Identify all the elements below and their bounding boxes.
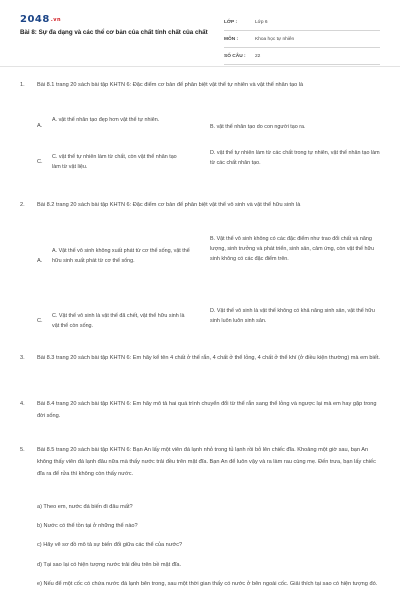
question-number: 1. <box>20 82 25 88</box>
logo-main: 2048 <box>20 14 50 25</box>
header-divider <box>0 66 400 67</box>
sub-question-d: d) Tại sao lại có hiện tượng nước trải đều trên bề mặt đĩa. <box>37 562 182 568</box>
meta-row-subject <box>224 31 380 48</box>
option-text: B. vật thể nhân tạo do con người tạo ra. <box>210 124 306 130</box>
question-number: 5. <box>20 447 25 453</box>
sub-question-e: e) Nếu để một cốc có chứa nước đá lạnh bên trong, sau một thời gian thấy có nước ở bên ngoài cốc. Giải thích tại sao có hiện tượng đó. <box>37 581 378 587</box>
sub-question-a: a) Theo em, nước đá biến đi đâu mất? <box>37 504 133 510</box>
option-text: C. Vật thể vô sinh là vật thể đã chết, vật thể hữu sinh là vật thể còn sống. <box>52 313 185 329</box>
question-text: Bài 8.4 trang 20 sách bài tập KHTN 6: Em hãy mô tả hai quá trình chuyển đổi từ thể rắn sang thể lỏng và ngược lại mà em hay gặp trong đời sống. <box>37 401 377 419</box>
option-text: C. vật thể tự nhiên làm từ chất, còn vật thể nhân tạo làm từ vật liệu. <box>52 154 177 170</box>
logo-suffix: .vn <box>50 17 62 23</box>
option-text: B. Vật thể vô sinh không có các đặc điểm như trao đổi chất và năng lượng, sinh trưởng và phát triển, sinh sản, cảm ứng, còn vật thể hữu sinh không có các đặc điểm trên. <box>210 236 375 262</box>
question-4 <box>20 398 380 422</box>
site-logo[interactable] <box>20 14 61 25</box>
question-3 <box>20 352 380 364</box>
option-text: D. vật thể tự nhiên làm từ các chất trong tự nhiên, vật thể nhân tạo làm từ các chất nhân tạo. <box>210 150 380 166</box>
question-number: 2. <box>20 202 25 208</box>
option-text: D. Vật thể vô sinh là vật thể không có khả năng sinh sản, vật thể hữu sinh luôn luôn sinh sản. <box>210 308 375 324</box>
meta-value: 22 <box>255 53 261 59</box>
question-text: Bài 8.5 trang 20 sách bài tập KHTN 6: Bạn An lấy một viên đá lạnh nhỏ trong tủ lạnh rồi bỏ lên chiếc đĩa. Khoảng một giờ sau, bạn An không thấy viên đá lạnh đâu nữa mà thấy nước trải đều trên mặt đĩa. Bạn An để luôn vậy và ra làm rau cùng mẹ. Đến trưa, bạn lấy chiếc đĩa ra để rửa thì không còn thấy nước. <box>37 447 376 477</box>
page-header <box>0 0 400 60</box>
question-number: 4. <box>20 401 25 407</box>
question-2 <box>20 199 380 211</box>
option-text: A. Vật thể vô sinh không xuất phát từ cơ thể sống, vật thể hữu sinh xuất phát từ cơ thể sống. <box>52 248 190 264</box>
meta-key: MÔN : <box>224 36 239 42</box>
meta-key: SỐ CÂU : <box>224 53 246 59</box>
question-text: Bài 8.1 trang 20 sách bài tập KHTN 6: Đặc điểm cơ bản để phân biệt vật thể tự nhiên và vật thể nhân tạo là <box>37 82 304 88</box>
meta-row-count <box>224 48 380 65</box>
question-5 <box>20 444 380 480</box>
meta-row-class <box>224 14 380 31</box>
question-text: Bài 8.2 trang 20 sách bài tập KHTN 6: Đặc điểm cơ bản để phân biệt vật thể vô sinh và vật thể hữu sinh là <box>37 202 301 208</box>
option-letter: A. <box>37 123 43 129</box>
meta-key: LỚP : <box>224 19 238 25</box>
sub-question-c: c) Hãy vẽ sơ đồ mô tả sự biến đổi giữa các thể của nước? <box>37 542 183 548</box>
option-letter: A. <box>37 258 43 264</box>
lesson-title: Bài 8: Sự đa dạng và các thể cơ bản của chất tính chất của chất <box>20 29 208 36</box>
lesson-meta-table <box>224 14 380 65</box>
option-letter: C. <box>37 159 43 165</box>
option-text: A. vật thể nhân tạo đẹp hơn vật thể tự nhiên. <box>52 117 160 123</box>
meta-value: Lớp 6 <box>255 19 268 25</box>
question-1 <box>20 79 380 91</box>
sub-question-b: b) Nước có thể tồn tại ở những thể nào? <box>37 523 138 529</box>
meta-value: Khoa học tự nhiên <box>255 36 295 42</box>
question-text: Bài 8.3 trang 20 sách bài tập KHTN 6: Em hãy kể tên 4 chất ở thể rắn, 4 chất ở thể lỏng, 4 chất ở thể khí (ở điều kiện thường) mà em biết. <box>37 355 380 361</box>
question-number: 3. <box>20 355 25 361</box>
option-letter: C. <box>37 318 43 324</box>
